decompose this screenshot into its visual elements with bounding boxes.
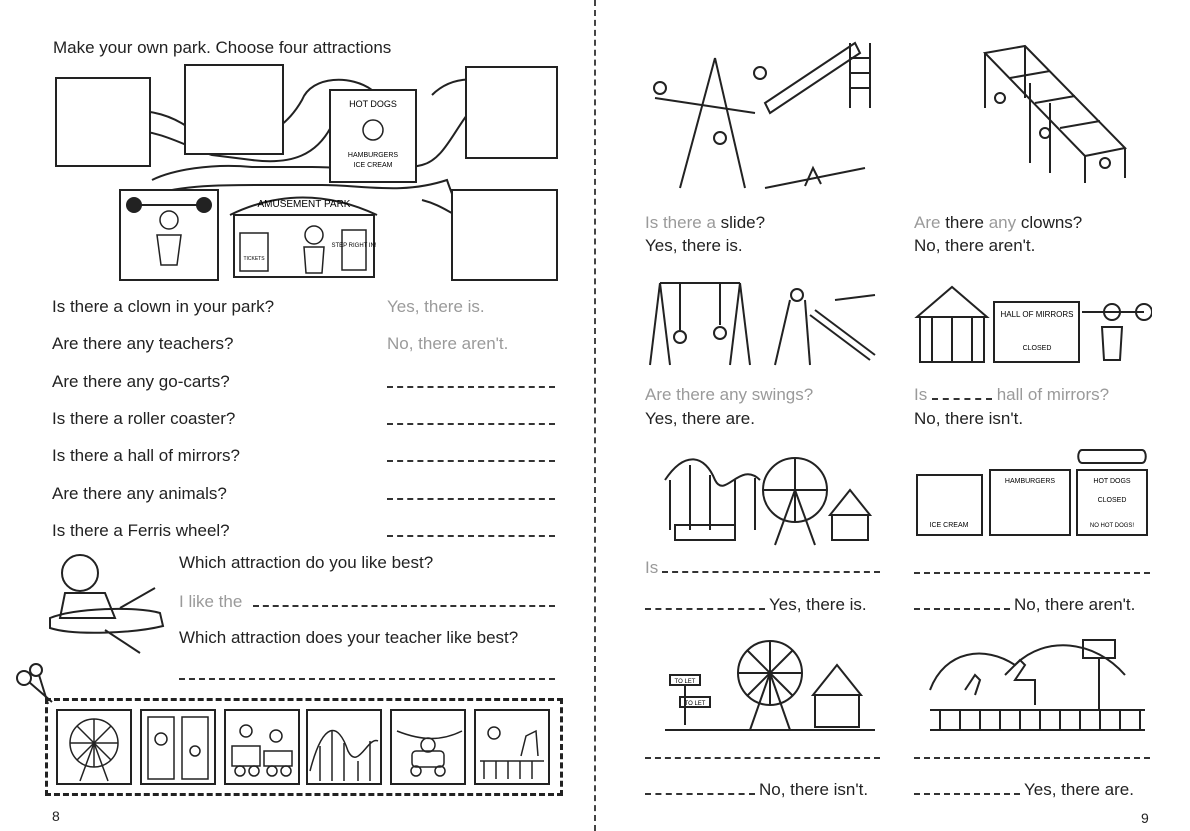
q-slide: Is there a slide? (645, 213, 766, 232)
climbing-frame-illustration (975, 38, 1145, 188)
a-row4-right-line[interactable] (914, 793, 1020, 795)
i-like-answer-line[interactable] (253, 605, 555, 607)
svg-text:HOT DOGS: HOT DOGS (1093, 478, 1131, 485)
a-slide: Yes, there is. (645, 236, 743, 255)
svg-text:TO LET: TO LET (674, 679, 696, 685)
answer-line-3[interactable] (387, 386, 555, 388)
a-row4-right: Yes, there are. (914, 780, 1134, 800)
answer-line-4[interactable] (387, 423, 555, 425)
a-hall-of-mirrors: No, there isn't. (914, 409, 1024, 428)
cutout-train[interactable] (224, 709, 300, 785)
a-row3-right-line[interactable] (914, 608, 1010, 610)
carousel-hall-of-mirrors-illustration (912, 272, 1152, 372)
page-divider (594, 0, 596, 831)
q-row3-left: Is (645, 558, 880, 578)
cutout-roller-coaster[interactable] (306, 709, 382, 785)
question-7: Is there a Ferris wheel? (52, 521, 230, 540)
kid-plane-illustration (45, 548, 170, 658)
question-1: Is there a clown in your park? (52, 297, 275, 316)
svg-text:AMUSEMENT PARK: AMUSEMENT PARK (257, 199, 351, 210)
page-number-right: 9 (1141, 810, 1149, 826)
answer-line-6[interactable] (387, 498, 555, 500)
i-like-prefix: I like the (179, 592, 243, 611)
q-row4-right-line[interactable] (914, 757, 1150, 759)
answer-line-7[interactable] (387, 535, 555, 537)
q-row3-left-line[interactable] (662, 571, 880, 573)
question-3: Are there any go-carts? (52, 372, 230, 391)
cutout-go-cart[interactable] (390, 709, 466, 785)
roller-coaster-ferris-illustration (660, 450, 875, 550)
q-swings: Are there any swings? (645, 385, 814, 404)
ferris-wheel-carousel-illustration (665, 635, 875, 735)
swings-slide-illustration (645, 275, 885, 375)
a-clowns: No, there aren't. (914, 236, 1036, 255)
svg-text:ICE CREAM: ICE CREAM (929, 522, 969, 529)
answer-2: No, there aren't. (387, 334, 509, 353)
q-row3-right-line[interactable] (914, 572, 1150, 574)
svg-text:TO LET: TO LET (684, 701, 706, 707)
cutout-hall-of-mirrors[interactable] (140, 709, 216, 785)
attraction-box-3[interactable] (465, 66, 558, 159)
playground-slide-illustration (645, 38, 880, 198)
q-row4-left-line[interactable] (645, 757, 880, 759)
page-title: Make your own park. Choose four attractions (53, 38, 392, 57)
page-number-left: 8 (52, 808, 60, 824)
attraction-box-4[interactable] (451, 189, 558, 281)
answer-1: Yes, there is. (387, 297, 485, 316)
svg-text:HAMBURGERS: HAMBURGERS (347, 152, 399, 159)
svg-text:TICKETS: TICKETS (243, 256, 265, 262)
food-stands-illustration (912, 445, 1152, 540)
a-row4-left-line[interactable] (645, 793, 755, 795)
q-hall-of-mirrors: Is hall of mirrors? (914, 385, 1110, 404)
svg-text:HOT DOGS: HOT DOGS (349, 99, 397, 109)
question-4: Is there a roller coaster? (52, 409, 236, 428)
question-5: Is there a hall of mirrors? (52, 446, 241, 465)
cutout-ferris-wheel[interactable] (56, 709, 132, 785)
which-teacher-question: Which attraction does your teacher like best? (179, 628, 519, 647)
teacher-answer-line[interactable] (179, 678, 555, 680)
cutout-strip (45, 698, 563, 796)
svg-text:HAMBURGERS: HAMBURGERS (1004, 478, 1056, 485)
a-row3-left-line[interactable] (645, 608, 765, 610)
svg-text:CLOSED: CLOSED (1097, 497, 1127, 504)
attraction-box-1[interactable] (55, 77, 151, 167)
question-6: Are there any animals? (52, 484, 227, 503)
a-row3-right: No, there aren't. (914, 595, 1135, 615)
cutout-zoo[interactable] (474, 709, 550, 785)
a-swings: Yes, there are. (645, 409, 755, 428)
svg-text:STEP RIGHT IN!: STEP RIGHT IN! (331, 243, 377, 249)
attraction-box-2[interactable] (184, 64, 284, 155)
q-clowns: Are there any clowns? (914, 213, 1083, 232)
a-row4-left: No, there isn't. (645, 780, 868, 800)
a-row3-left: Yes, there is. (645, 595, 867, 615)
answer-line-5[interactable] (387, 460, 555, 462)
zoo-animals-illustration (925, 620, 1150, 735)
question-2: Are there any teachers? (52, 334, 234, 353)
which-you-question: Which attraction do you like best? (179, 553, 434, 572)
q-hall-line[interactable] (932, 398, 992, 400)
svg-text:CLOSED: CLOSED (1022, 345, 1052, 352)
svg-text:NO HOT DOGS!: NO HOT DOGS! (1089, 523, 1135, 529)
svg-text:ICE CREAM: ICE CREAM (353, 162, 393, 169)
svg-text:HALL OF MIRRORS: HALL OF MIRRORS (1000, 310, 1074, 319)
